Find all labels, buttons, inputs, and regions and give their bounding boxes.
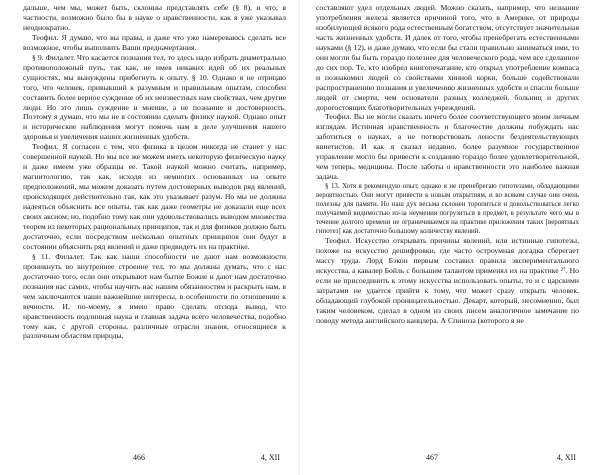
left-text-column (23, 3, 286, 443)
page-number: 466 (133, 453, 145, 462)
running-mark: 4, XII (556, 453, 576, 462)
left-footer (0, 453, 300, 465)
right-page (300, 0, 600, 475)
paragraph: Теофил. Я согласен с тем, что физика в целом никогда не станет у нас совершенной наукой. Но мы все же можем иметь некоторую физическую науку и даже имеем уже образцы ее. Такой наукой можно считать, например, магнитологию, так как, исходя из немногих основанных на опыте предположений, мы можем доказать путем достоверных выводов ряд явлений, происходящих действительно так, как это указывает разум. Но мы не должны надеяться объяснить все опыты, так как даже геометры не доказали еще всех своих аксиом; но, подобно тому как они удовольствовались выводом множества теорем из некоторых рациональных принципов, так и для физиков должно быть достаточно, если посредством несколько опытных принципов они будут в состоянии объяснить ряд явлений и даже предвидеть их на практике. (23, 142, 286, 251)
paragraph: Теофил. Вы не могли сказать ничего более соответствующего моим личным взглядам. Истинная нравственность и благочестие должны побуждать нас заботиться о науках, а не потворствовать лености бездеятельствующих квиетистов. И как я сказал недавно, более разумное государственное управление могло бы привести к созданию гораздо более удовлетворительной, чем теперь, медицины. После заботы о нравственности это наиболее важная задача. (316, 112, 579, 182)
paragraph: § 13. Хотя я рекомендую опыт, однако я не пренебрегаю гипотезами, обладающими вероятностью. Они могут привести к новым открытиям, и во всяком случае они очень полезны для памяти. Но наш дух весьма склонен торопиться и довольствоваться легко получаемой видимостью из-за неумения погрузиться в предмет, в результате чего мы в течение долгого времени не ограничиваемся на практике приложения таких [вероятных гипотез] как достаточно большому количеству явлений. (316, 183, 579, 236)
paragraph: Теофил. Я думаю, что вы правы, и даже что уже намереваюсь сделать все возможное, чтобы выполнить Ваши предначертания. (23, 32, 286, 52)
right-text-column (316, 3, 579, 443)
paragraph: дальше, чем мы, может быть, склонны представлять себе (§ 8), и что, в частности, возможно было бы в науке о нравственности, как я уже указывал неоднократно. (23, 3, 286, 32)
paragraph: § 9. Филалет. Что касается познания тел, то здесь надо избрать диаметрально противоположный путь, так как, не имея никаких идей об их реальных сущностях, мы вынуждены прибегнуть к опыту. § 10. Однако я не отрицаю того, что человек, привыкший к разумным и правильным опытам, способен составить более верное суждение об их неизвестных нам свойствах, чем другие люди. Но это лишь суждение и мнение, а не познание и достоверность. Поэтому я думаю, что мы не в состоянии сделать физику наукой. Однако опыт и исторические наблюдения могут помочь нам в деле улучшения нашего здоровья и увеличения наших жизненных удобств. (23, 52, 286, 142)
paragraph: § 11. Филалет. Так как наши способности не дают нам возможности проникнуть во внутреннее строение тел, то мы должны думать, что с нас достаточно того, если они открывают нам бытие Божие и дают нам достаточно познания нас самих, чтобы научить нас нашим обязанностям и раскрыть нам, в чем заключаются наши важнейшие интересы, в особенности по отношению к вечности. И, по-моему, я имею право сделать отсюда вывод, что нравственность подлинная наука и главная задача всего человечества, подобно тому как, с другой стороны, различные отрасли знания, относящиеся к различным областям природы, (23, 251, 286, 341)
page-number: 467 (426, 453, 438, 462)
paragraph: Теофил. Искусство открывать причины явлений, или истинные гипотезы, похоже на искусство дешифровки, где часто остроумная догадка сберегает массу труда. Лорд Бэкон первым составил правила экспериментального искусства, а кавалер Бойль с большим талантом применял их на практике ²⁷. Но если не присоединить к этому искусства использовать опыты, то и с царскими затратами не удается прийти к тому, что может сразу открыть человек, обладающий глубокой проницательностью. Декарт, который, несомненно, был таким человеком, сделал в одном из своих писем аналогичное замечание по поводу метода английского канцлера. А Спиноза (которого я не (316, 236, 579, 325)
paragraph: составляют удел отдельных людей. Можно сказать, например, что незнание употребления железа является причиной того, что в Америке, от природы изобилующей всякого рода естественным богатством, отсутствует значительная часть жизненных удобств. И далек от того, чтобы пренебрегать естественными науками (§ 12), и даже думаю, что если бы стали правильно заниматься ими, то они могли бы быть гораздо полезнее для человеческого рода, чем все сделанное до сих пор. Те, кто изобрел книгопечатание, кто открыл употребление компаса и познакомил людей со свойствами хинной корки, больше содействовали распространению познания и увеличению жизненных удобств и спасли больше людей от смерти, чем основатели разных колледжей, больниц и других дорогостоящих благотворительных учреждений. (316, 3, 579, 112)
running-mark: 4, XII (260, 453, 280, 462)
right-footer (300, 453, 600, 465)
